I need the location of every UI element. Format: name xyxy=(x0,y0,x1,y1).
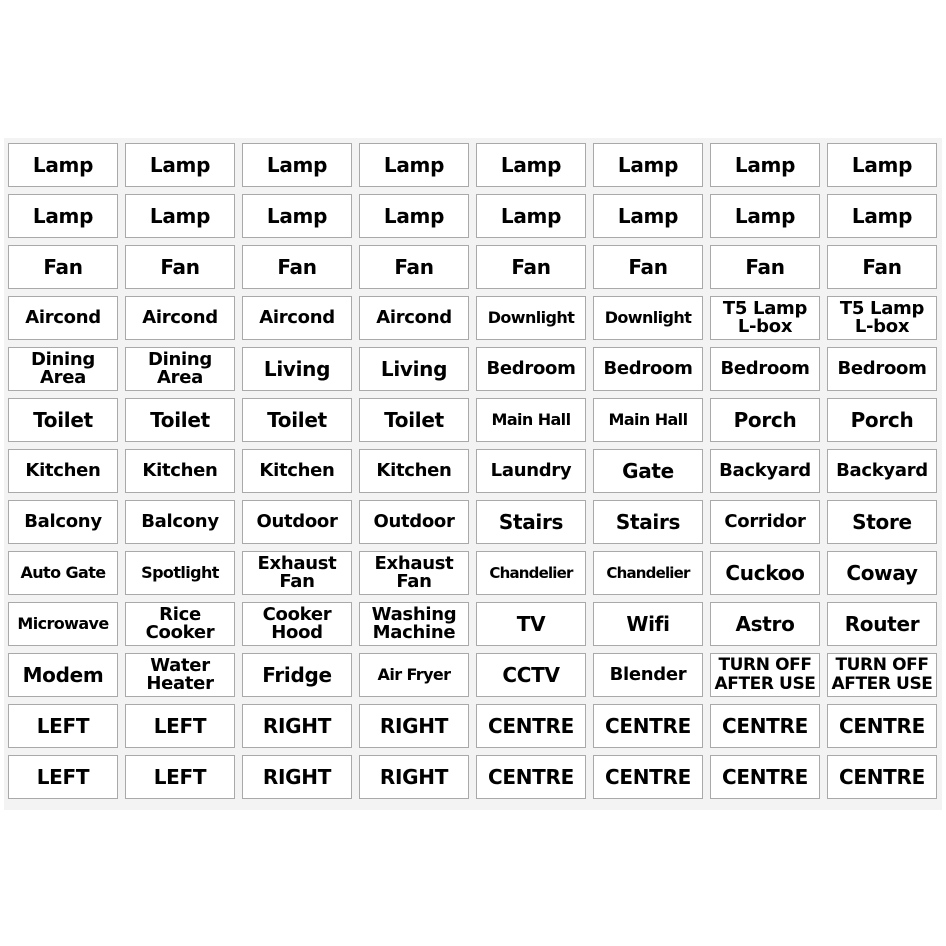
label-sticker[interactable] xyxy=(8,500,118,544)
label-text: Toilet xyxy=(267,408,327,432)
label-text: Toilet xyxy=(150,408,210,432)
label-sticker[interactable] xyxy=(593,194,703,238)
label-sticker[interactable] xyxy=(476,449,586,493)
label-text: Balcony xyxy=(141,511,219,532)
label-text: LEFT xyxy=(36,765,90,789)
label-text: Stairs xyxy=(615,510,681,534)
label-text: Kitchen xyxy=(376,460,452,481)
label-sticker[interactable] xyxy=(476,704,586,748)
label-sticker[interactable] xyxy=(125,653,235,697)
label-text: RIGHT xyxy=(262,765,332,789)
label-text: RIGHT xyxy=(379,714,449,738)
label-text: Backyard xyxy=(719,460,811,481)
label-text: LEFT xyxy=(153,714,207,738)
label-sticker[interactable] xyxy=(476,653,586,697)
label-grid xyxy=(8,143,938,799)
label-text: Dining Area xyxy=(148,349,212,388)
label-text: Fan xyxy=(862,255,902,279)
label-sticker[interactable] xyxy=(125,296,235,340)
label-text: Bedroom xyxy=(837,358,927,379)
label-text: CENTRE xyxy=(722,714,808,738)
label-sticker[interactable] xyxy=(242,194,352,238)
label-sticker[interactable] xyxy=(125,194,235,238)
label-sticker[interactable] xyxy=(827,296,937,340)
label-sticker[interactable] xyxy=(8,704,118,748)
label-sticker[interactable] xyxy=(125,347,235,391)
label-text: Lamp xyxy=(500,204,562,228)
label-sticker[interactable] xyxy=(593,500,703,544)
label-sticker[interactable] xyxy=(593,143,703,187)
label-sticker[interactable] xyxy=(8,245,118,289)
label-text: Fridge xyxy=(262,663,332,687)
label-sticker[interactable] xyxy=(359,296,469,340)
label-sticker[interactable] xyxy=(125,398,235,442)
label-sticker[interactable] xyxy=(8,194,118,238)
label-text: Fan xyxy=(745,255,785,279)
label-text: Balcony xyxy=(24,511,102,532)
label-sticker[interactable] xyxy=(476,551,586,595)
label-text: Water Heater xyxy=(146,655,214,694)
label-text: Living xyxy=(380,357,448,381)
label-text: Porch xyxy=(733,408,797,432)
label-text: Main Hall xyxy=(491,410,571,429)
label-sticker[interactable] xyxy=(827,704,937,748)
label-sticker[interactable] xyxy=(593,449,703,493)
label-text: Aircond xyxy=(142,307,218,328)
label-text: Astro xyxy=(735,612,795,636)
label-text: Toilet xyxy=(384,408,444,432)
label-text: Bedroom xyxy=(603,358,693,379)
label-text: Kitchen xyxy=(25,460,101,481)
label-sticker[interactable] xyxy=(125,551,235,595)
label-sticker[interactable] xyxy=(242,449,352,493)
label-sticker[interactable] xyxy=(593,653,703,697)
label-text: Spotlight xyxy=(141,563,219,582)
label-sticker[interactable] xyxy=(359,551,469,595)
label-text: Lamp xyxy=(266,153,328,177)
label-text: Lamp xyxy=(32,153,94,177)
label-sticker[interactable] xyxy=(8,347,118,391)
label-text: CENTRE xyxy=(605,765,691,789)
label-text: Kitchen xyxy=(259,460,335,481)
label-sticker[interactable] xyxy=(476,143,586,187)
label-text: Downlight xyxy=(604,308,692,327)
label-text: Fan xyxy=(394,255,434,279)
label-text: Cuckoo xyxy=(725,561,805,585)
label-sticker[interactable] xyxy=(593,296,703,340)
label-text: Toilet xyxy=(33,408,93,432)
label-text: TV xyxy=(516,612,546,636)
label-text: Aircond xyxy=(25,307,101,328)
label-text: Lamp xyxy=(851,204,913,228)
label-text: Chandelier xyxy=(489,564,573,582)
label-sticker[interactable] xyxy=(242,704,352,748)
label-text: Corridor xyxy=(724,511,806,532)
label-sticker[interactable] xyxy=(827,245,937,289)
label-sticker[interactable] xyxy=(242,602,352,646)
label-sticker[interactable] xyxy=(476,245,586,289)
label-sticker[interactable] xyxy=(710,194,820,238)
label-sticker[interactable] xyxy=(593,245,703,289)
label-text: Exhaust Fan xyxy=(374,553,454,592)
label-sticker[interactable] xyxy=(593,551,703,595)
label-sticker[interactable] xyxy=(476,500,586,544)
label-sticker[interactable] xyxy=(359,602,469,646)
label-sticker[interactable] xyxy=(242,398,352,442)
label-sticker[interactable] xyxy=(242,653,352,697)
label-text: Air Fryer xyxy=(377,665,451,684)
label-sticker[interactable] xyxy=(710,449,820,493)
label-text: LEFT xyxy=(36,714,90,738)
label-text: Lamp xyxy=(500,153,562,177)
label-sticker[interactable] xyxy=(125,245,235,289)
label-sticker[interactable] xyxy=(593,755,703,799)
label-text: Downlight xyxy=(487,308,575,327)
label-text: Microwave xyxy=(17,614,109,633)
label-sticker[interactable] xyxy=(359,500,469,544)
label-text: Lamp xyxy=(734,153,796,177)
label-text: Bedroom xyxy=(720,358,810,379)
label-text: CENTRE xyxy=(722,765,808,789)
label-text: T5 Lamp L-box xyxy=(839,298,925,337)
label-text: Fan xyxy=(160,255,200,279)
label-text: Aircond xyxy=(259,307,335,328)
label-sticker[interactable] xyxy=(710,296,820,340)
label-text: Exhaust Fan xyxy=(257,553,337,592)
label-text: Store xyxy=(852,510,912,534)
label-sticker[interactable] xyxy=(476,398,586,442)
label-text: Porch xyxy=(850,408,914,432)
label-sticker[interactable] xyxy=(827,500,937,544)
label-text: Washing Machine xyxy=(371,604,457,643)
label-text: Chandelier xyxy=(606,564,690,582)
label-text: Blender xyxy=(609,664,687,685)
label-text: Modem xyxy=(22,663,104,687)
label-text: Lamp xyxy=(617,204,679,228)
label-text: CENTRE xyxy=(605,714,691,738)
label-sticker[interactable] xyxy=(125,449,235,493)
label-text: TURN OFF AFTER USE xyxy=(714,655,816,694)
label-sticker[interactable] xyxy=(710,653,820,697)
label-sticker[interactable] xyxy=(827,551,937,595)
label-sticker[interactable] xyxy=(710,551,820,595)
label-sticker[interactable] xyxy=(359,347,469,391)
label-sticker[interactable] xyxy=(593,347,703,391)
label-sticker[interactable] xyxy=(359,194,469,238)
label-text: Lamp xyxy=(383,204,445,228)
label-text: Lamp xyxy=(149,204,211,228)
label-text: Aircond xyxy=(376,307,452,328)
label-sticker[interactable] xyxy=(125,704,235,748)
label-sticker[interactable] xyxy=(359,143,469,187)
label-text: Main Hall xyxy=(608,410,688,429)
label-text: CENTRE xyxy=(839,765,925,789)
label-sticker[interactable] xyxy=(710,245,820,289)
label-text: Laundry xyxy=(490,460,572,481)
label-sticker[interactable] xyxy=(593,398,703,442)
label-sticker[interactable] xyxy=(593,704,703,748)
label-text: CENTRE xyxy=(488,714,574,738)
label-sticker[interactable] xyxy=(242,551,352,595)
label-sticker[interactable] xyxy=(242,500,352,544)
label-text: Coway xyxy=(846,561,918,585)
label-text: Fan xyxy=(277,255,317,279)
label-sticker[interactable] xyxy=(593,602,703,646)
label-sticker[interactable] xyxy=(8,551,118,595)
label-sticker[interactable] xyxy=(710,602,820,646)
label-text: Lamp xyxy=(149,153,211,177)
label-text: Kitchen xyxy=(142,460,218,481)
label-text: Fan xyxy=(511,255,551,279)
label-text: Lamp xyxy=(734,204,796,228)
label-text: CENTRE xyxy=(839,714,925,738)
label-sticker[interactable] xyxy=(359,653,469,697)
label-sticker[interactable] xyxy=(827,143,937,187)
label-sticker[interactable] xyxy=(8,602,118,646)
label-text: Rice Cooker xyxy=(145,604,215,643)
label-sticker[interactable] xyxy=(359,398,469,442)
label-text: Living xyxy=(263,357,331,381)
label-text: Lamp xyxy=(383,153,445,177)
label-sticker[interactable] xyxy=(242,296,352,340)
label-sticker[interactable] xyxy=(710,143,820,187)
label-sticker[interactable] xyxy=(827,194,937,238)
label-sticker[interactable] xyxy=(710,704,820,748)
label-text: TURN OFF AFTER USE xyxy=(831,655,933,694)
label-text: Dining Area xyxy=(31,349,95,388)
label-text: Lamp xyxy=(851,153,913,177)
label-sticker[interactable] xyxy=(125,755,235,799)
label-sticker[interactable] xyxy=(359,704,469,748)
label-sticker[interactable] xyxy=(827,398,937,442)
label-text: Outdoor xyxy=(373,511,455,532)
label-sticker[interactable] xyxy=(710,755,820,799)
label-sticker[interactable] xyxy=(359,245,469,289)
label-sticker[interactable] xyxy=(8,398,118,442)
label-text: RIGHT xyxy=(262,714,332,738)
label-text: Gate xyxy=(622,459,674,483)
label-text: Stairs xyxy=(498,510,564,534)
label-sticker[interactable] xyxy=(476,347,586,391)
label-sticker[interactable] xyxy=(710,347,820,391)
label-sticker[interactable] xyxy=(827,653,937,697)
label-sticker[interactable] xyxy=(8,755,118,799)
label-sticker[interactable] xyxy=(242,755,352,799)
label-sticker[interactable] xyxy=(242,143,352,187)
label-sticker[interactable] xyxy=(827,755,937,799)
label-text: CCTV xyxy=(502,663,560,687)
label-text: Outdoor xyxy=(256,511,338,532)
label-text: Backyard xyxy=(836,460,928,481)
label-text: Lamp xyxy=(617,153,679,177)
label-text: RIGHT xyxy=(379,765,449,789)
label-sticker[interactable] xyxy=(125,143,235,187)
label-text: Cooker Hood xyxy=(262,604,332,643)
label-sticker[interactable] xyxy=(476,755,586,799)
label-sticker[interactable] xyxy=(476,602,586,646)
label-sticker[interactable] xyxy=(827,347,937,391)
label-sticker[interactable] xyxy=(710,500,820,544)
label-sticker[interactable] xyxy=(710,398,820,442)
label-text: Router xyxy=(844,612,920,636)
label-sticker[interactable] xyxy=(827,449,937,493)
label-text: Auto Gate xyxy=(20,563,106,582)
label-sticker[interactable] xyxy=(476,296,586,340)
label-sticker[interactable] xyxy=(359,449,469,493)
label-text: Fan xyxy=(43,255,83,279)
label-text: CENTRE xyxy=(488,765,574,789)
label-sticker[interactable] xyxy=(827,602,937,646)
label-sticker[interactable] xyxy=(125,602,235,646)
label-sticker[interactable] xyxy=(476,194,586,238)
label-text: Fan xyxy=(628,255,668,279)
label-sticker[interactable] xyxy=(8,653,118,697)
label-sticker[interactable] xyxy=(8,143,118,187)
label-sticker[interactable] xyxy=(125,500,235,544)
label-sticker[interactable] xyxy=(242,245,352,289)
label-text: Lamp xyxy=(32,204,94,228)
label-text: Lamp xyxy=(266,204,328,228)
label-text: Wifi xyxy=(626,612,670,636)
label-text: LEFT xyxy=(153,765,207,789)
label-sticker[interactable] xyxy=(359,755,469,799)
label-sticker[interactable] xyxy=(8,449,118,493)
label-sticker[interactable] xyxy=(242,347,352,391)
label-text: T5 Lamp L-box xyxy=(722,298,808,337)
label-sticker[interactable] xyxy=(8,296,118,340)
label-text: Bedroom xyxy=(486,358,576,379)
